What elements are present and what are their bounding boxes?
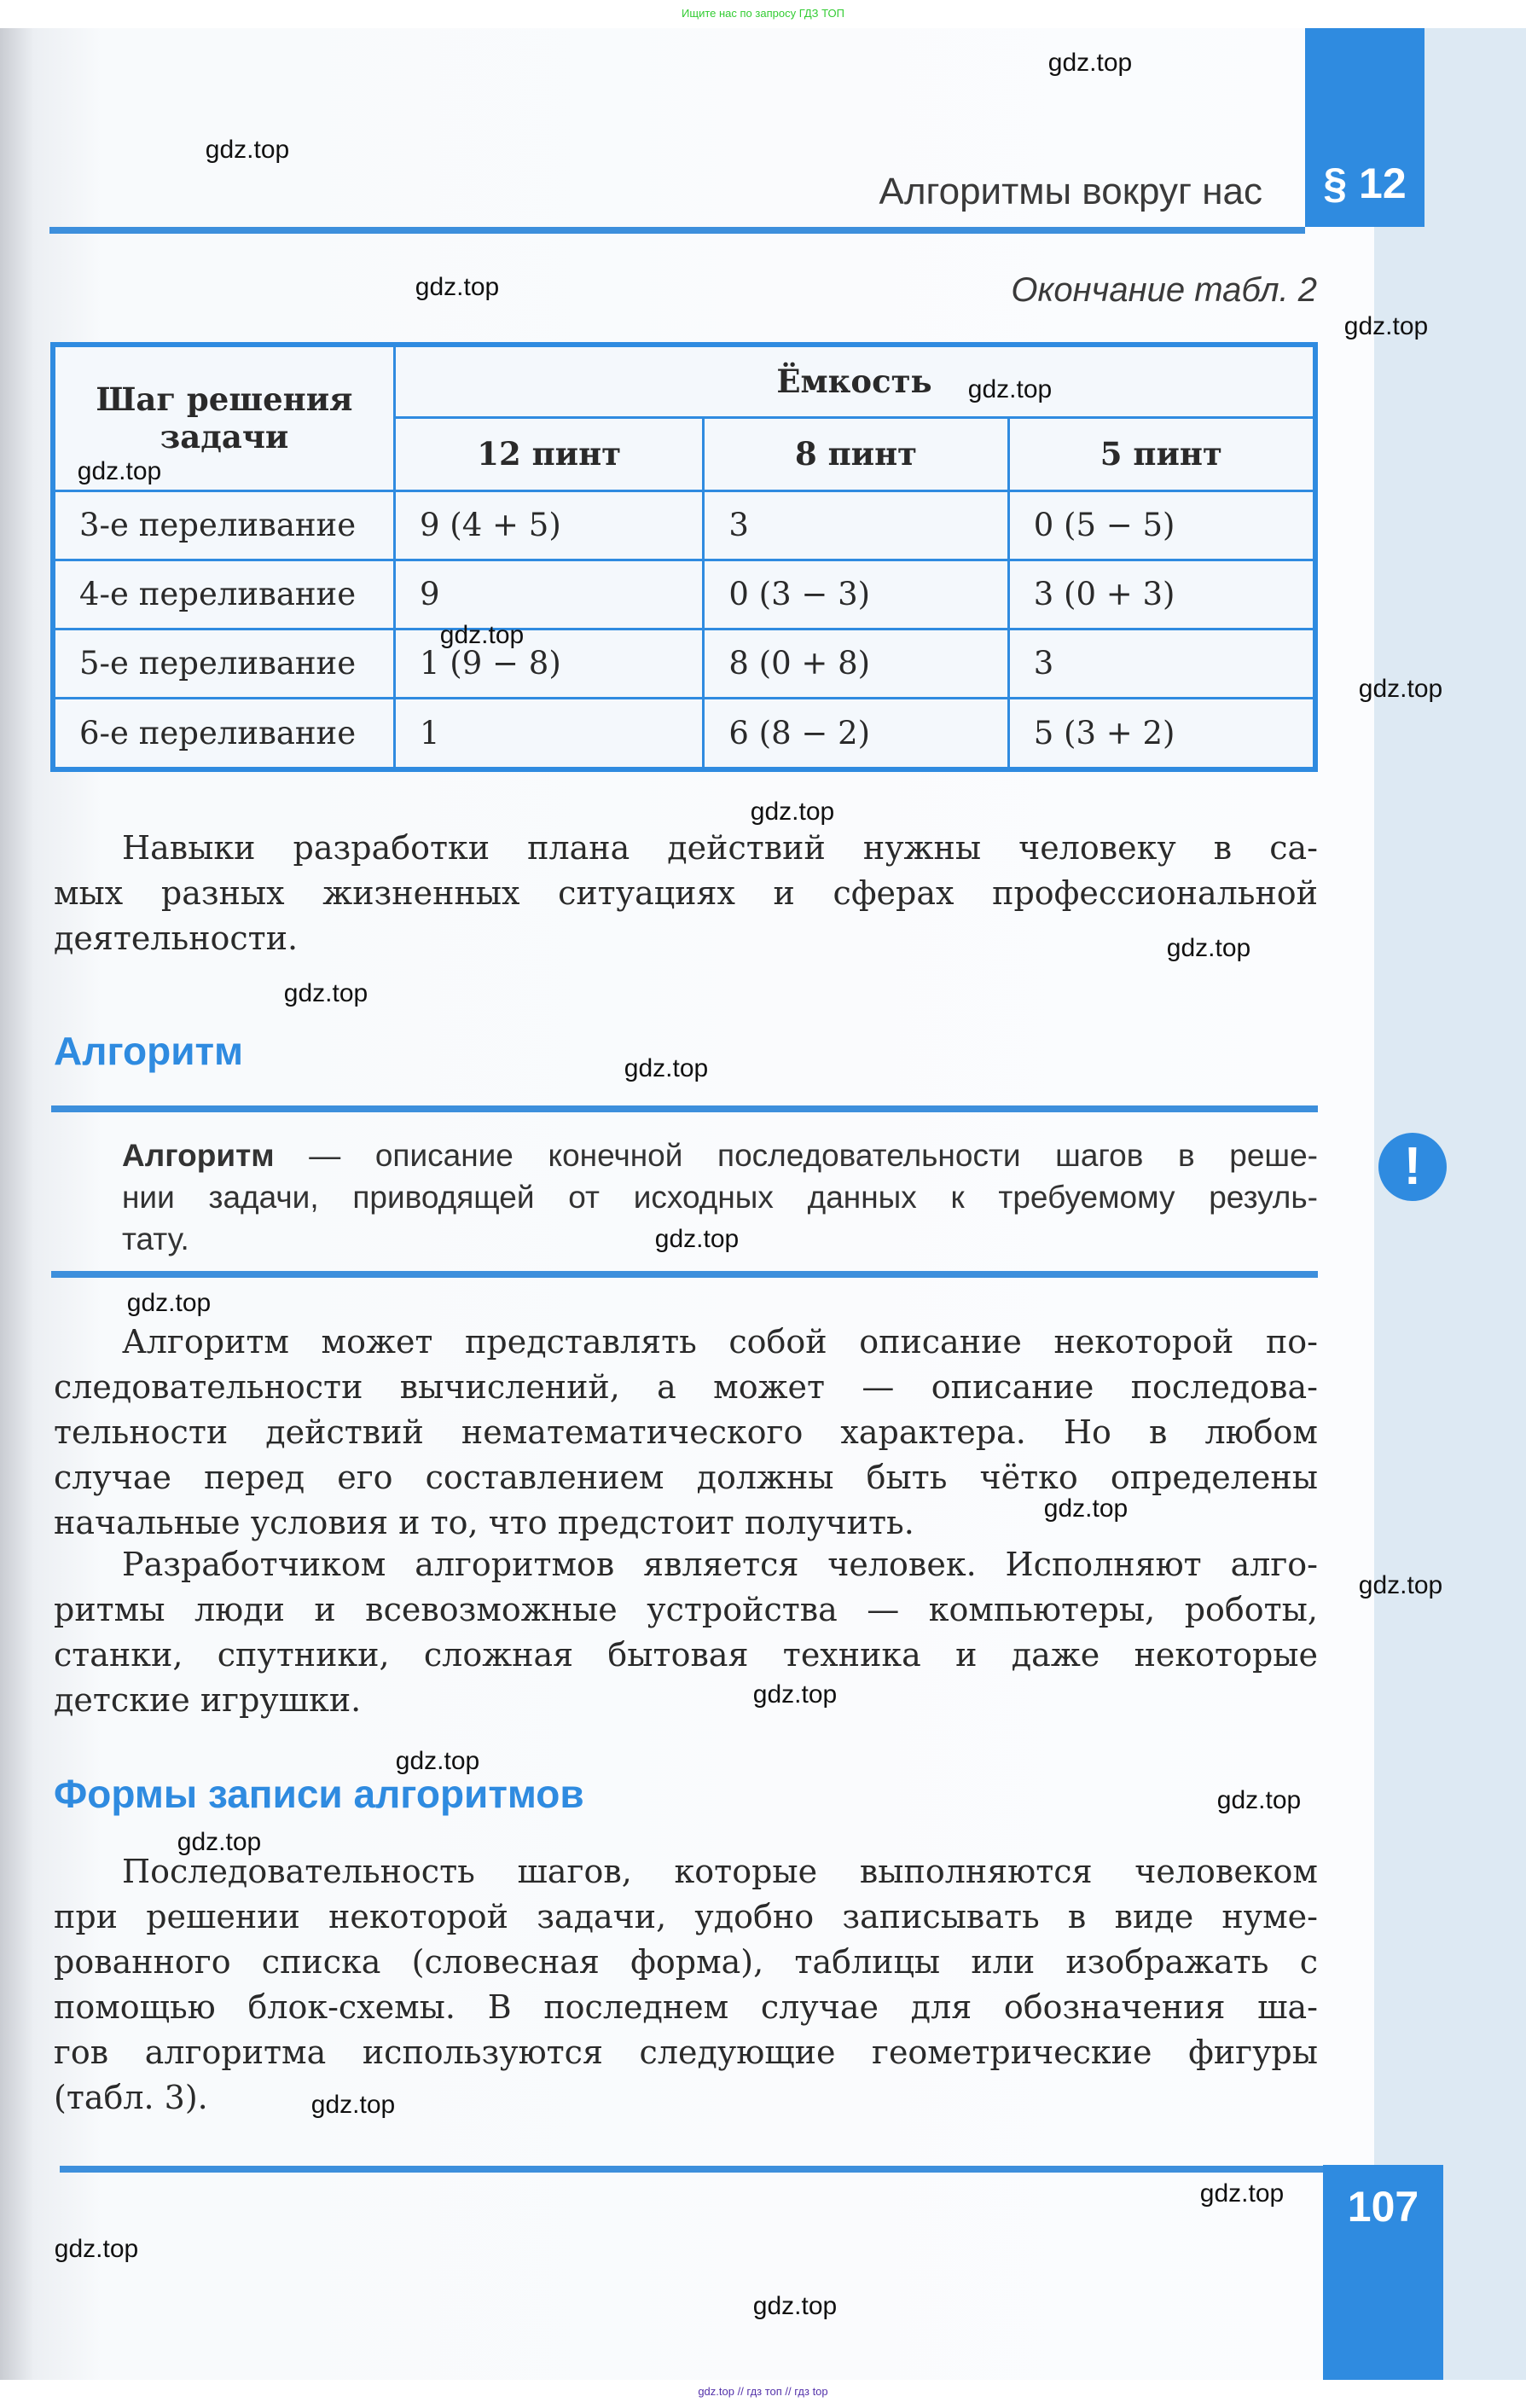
text-line: тельности действий нематематического характера. Но в любом bbox=[54, 1413, 1318, 1451]
running-head: Алгоритмы вокруг нас bbox=[879, 171, 1262, 212]
text-line: начальные условия и то, что предстоит получить. bbox=[54, 1504, 914, 1541]
cell: 1 (9 − 8) bbox=[395, 629, 704, 698]
cell: 9 bbox=[395, 560, 704, 629]
text-line: мых разных жизненных ситуациях и сферах профессиональной bbox=[54, 874, 1318, 912]
column-header: 8 пинт bbox=[704, 417, 1008, 490]
watermark: gdz.top bbox=[283, 979, 368, 1007]
cell: 3 (0 + 3) bbox=[1008, 560, 1315, 629]
watermark: gdz.top bbox=[1216, 1786, 1302, 1814]
exclamation-icon: ! bbox=[1378, 1133, 1447, 1201]
text-line: Разработчиком алгоритмов является человек. Исполняют алго- bbox=[122, 1546, 1318, 1583]
step-header-line: задачи bbox=[160, 418, 289, 456]
text-line: детские игрушки. bbox=[54, 1681, 362, 1719]
text-line: (табл. 3). bbox=[54, 2079, 208, 2116]
paragraph-4 bbox=[54, 1849, 1318, 2121]
table-row bbox=[53, 560, 1315, 629]
watermark: gdz.top bbox=[126, 1289, 212, 1317]
text-line: станки, спутники, сложная бытовая техника и даже некоторые bbox=[54, 1636, 1318, 1674]
watermark: gdz.top bbox=[1358, 675, 1443, 703]
definition-line: нии задачи, приводящей от исходных данных к требуемому резуль- bbox=[122, 1180, 1318, 1215]
pouring-table bbox=[50, 342, 1318, 772]
text-line: следовательности вычислений, а может — описание последова- bbox=[54, 1368, 1318, 1406]
definition-text: — описание конечной последовательности шагов в реше- bbox=[274, 1138, 1318, 1173]
table-caption: Окончание табл. 2 bbox=[1011, 271, 1317, 309]
cell: 5 (3 + 2) bbox=[1008, 698, 1315, 769]
text-line: рованного списка (словесная форма), таблицы или изображать с bbox=[54, 1943, 1318, 1981]
watermark: gdz.top bbox=[1343, 312, 1429, 340]
definition-bottom-rule bbox=[51, 1271, 1318, 1278]
paragraph-1 bbox=[54, 826, 1318, 961]
watermark: gdz.top bbox=[624, 1054, 709, 1082]
header-rule bbox=[49, 227, 1305, 234]
text-line: Последовательность шагов, которые выполняются человеком bbox=[122, 1853, 1318, 1890]
watermark: gdz.top bbox=[1166, 934, 1251, 962]
table-row bbox=[53, 698, 1315, 769]
step-header-line: Шаг решения bbox=[96, 380, 353, 419]
heading-algorithm: Алгоритм bbox=[54, 1029, 244, 1073]
paragraph-3 bbox=[54, 1542, 1318, 1723]
cell: 9 (4 + 5) bbox=[395, 490, 704, 560]
text-line: помощью блок-схемы. В последнем случае для обозначения ша- bbox=[54, 1988, 1318, 2026]
column-header: 5 пинт bbox=[1008, 417, 1315, 490]
paragraph-2 bbox=[54, 1320, 1318, 1546]
watermark: gdz.top bbox=[654, 1225, 740, 1253]
definition-top-rule bbox=[51, 1105, 1318, 1112]
watermark: gdz.top bbox=[1047, 49, 1133, 77]
page-margin bbox=[1374, 28, 1526, 2380]
text-line: гов алгоритма используются следующие геометрические фигуры bbox=[54, 2034, 1318, 2071]
watermark: gdz.top bbox=[395, 1747, 480, 1775]
table-row bbox=[53, 490, 1315, 560]
watermark: gdz.top bbox=[205, 136, 290, 164]
text-line: при решении некоторой задачи, удобно записывать в виде нуме- bbox=[54, 1898, 1318, 1935]
definition-line: тату. bbox=[122, 1221, 189, 1256]
watermark: gdz.top bbox=[415, 273, 500, 301]
text-line: Навыки разработки плана действий нужны человеку в са- bbox=[122, 829, 1318, 867]
watermark: gdz.top bbox=[77, 457, 162, 485]
text-line: случае перед его составлением должны быть чётко определены bbox=[54, 1459, 1318, 1496]
footer-note: gdz.top // гдз топ // гдз top bbox=[698, 2385, 828, 2398]
heading-forms: Формы записи алгоритмов bbox=[54, 1772, 584, 1816]
text-line: Алгоритм может представлять собой описание некоторой по- bbox=[122, 1323, 1318, 1361]
section-number: § 12 bbox=[1323, 160, 1407, 207]
watermark: gdz.top bbox=[1043, 1494, 1129, 1523]
definition-term: Алгоритм bbox=[122, 1138, 275, 1173]
cell: 0 (5 − 5) bbox=[1008, 490, 1315, 560]
watermark: gdz.top bbox=[177, 1828, 262, 1856]
page-number-tab bbox=[1323, 2165, 1443, 2380]
cell: 8 (0 + 8) bbox=[704, 629, 1008, 698]
page-number: 107 bbox=[1347, 2183, 1419, 2231]
watermark: gdz.top bbox=[967, 375, 1053, 403]
text-line: деятельности. bbox=[54, 920, 299, 957]
step-cell: 6-е переливание bbox=[53, 698, 395, 769]
table-row bbox=[53, 629, 1315, 698]
watermark: gdz.top bbox=[310, 2091, 396, 2119]
cell: 6 (8 − 2) bbox=[704, 698, 1008, 769]
watermark: gdz.top bbox=[752, 1680, 838, 1709]
watermark: gdz.top bbox=[752, 2292, 838, 2320]
watermark: gdz.top bbox=[750, 798, 835, 826]
cell: 1 bbox=[395, 698, 704, 769]
section-tab bbox=[1305, 28, 1424, 227]
cell: 3 bbox=[1008, 629, 1315, 698]
cell: 0 (3 − 3) bbox=[704, 560, 1008, 629]
watermark: gdz.top bbox=[1199, 2179, 1285, 2208]
column-header: 12 пинт bbox=[395, 417, 704, 490]
step-cell: 3-е переливание bbox=[53, 490, 395, 560]
step-cell: 5-е переливание bbox=[53, 629, 395, 698]
footer-rule bbox=[60, 2166, 1323, 2173]
text-line: ритмы люди и всевозможные устройства — компьютеры, роботы, bbox=[54, 1591, 1318, 1628]
definition-line bbox=[122, 1134, 1318, 1176]
watermark: gdz.top bbox=[1358, 1571, 1443, 1599]
watermark: gdz.top bbox=[439, 621, 525, 649]
cell: 3 bbox=[704, 490, 1008, 560]
top-note: Ищите нас по запросу ГДЗ ТОП bbox=[682, 7, 844, 20]
watermark: gdz.top bbox=[54, 2235, 139, 2263]
step-cell: 4-е переливание bbox=[53, 560, 395, 629]
capacity-header: Ёмкость bbox=[395, 345, 1316, 417]
